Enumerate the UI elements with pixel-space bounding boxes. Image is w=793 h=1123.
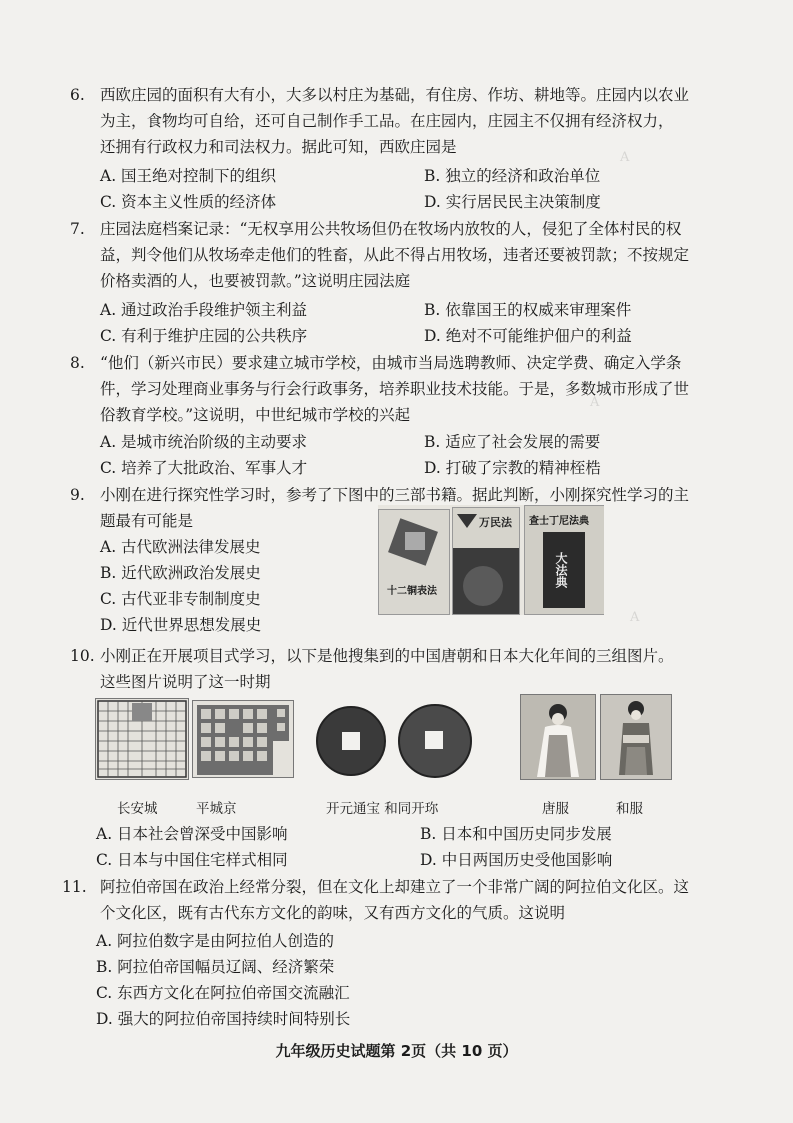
book-twelve-tables bbox=[378, 509, 450, 615]
question-stem: 件，学习处理商业事务与行会行政事务，培养职业技术技能。于是，多数城市形成了世 bbox=[100, 380, 690, 398]
option-c[interactable]: C. 古代亚非专制制度史 bbox=[100, 590, 261, 608]
option-a[interactable]: A. 阿拉伯数字是由阿拉伯人创造的 bbox=[96, 932, 335, 950]
option-a[interactable]: A. 通过政治手段维护领主利益 bbox=[100, 301, 308, 319]
wado-kaichin-coin bbox=[398, 704, 472, 778]
question-11 bbox=[62, 874, 742, 926]
book-title: 查士丁尼法典 bbox=[529, 516, 589, 527]
question-stem: 西欧庄园的面积有大有小，大多以村庄为基础，有住房、作坊、耕地等。庄园内以农业 bbox=[100, 86, 690, 104]
question-stem: 题最有可能是 bbox=[100, 512, 194, 530]
book-title: 十二铜表法 bbox=[387, 586, 437, 597]
question-stem: 庄园法庭档案记录：“无权享用公共牧场但仍在牧场内放牧的人，侵犯了全体村民的权 bbox=[100, 220, 682, 238]
option-d[interactable]: D. 实行居民民主决策制度 bbox=[424, 193, 601, 211]
option-b[interactable]: B. 日本和中国历史同步发展 bbox=[420, 825, 612, 843]
option-a[interactable]: A. 国王绝对控制下的组织 bbox=[100, 167, 277, 185]
option-d[interactable]: D. 打破了宗教的精神桎梏 bbox=[424, 459, 601, 477]
tang-clothing-photo bbox=[520, 694, 596, 780]
question-stem: 益，判令他们从牧场牵走他们的牲畜，从此不得占用牧场，违者还要被罚款；不按规定 bbox=[100, 246, 690, 264]
option-d[interactable]: D. 近代世界思想发展史 bbox=[100, 616, 262, 634]
bleed-through-text: A bbox=[620, 150, 630, 165]
question-number: 8. bbox=[70, 354, 85, 372]
question-stem: 还拥有行政权力和司法权力。据此可知，西欧庄园是 bbox=[100, 138, 457, 156]
option-c[interactable]: C. 东西方文化在阿拉伯帝国交流融汇 bbox=[96, 984, 350, 1002]
option-d[interactable]: D. 中日两国历史受他国影响 bbox=[420, 851, 613, 869]
option-b[interactable]: B. 近代欧洲政治发展史 bbox=[100, 564, 261, 582]
caption-heijokyo: 平城京 bbox=[196, 801, 237, 817]
bleed-through-text: A bbox=[590, 395, 600, 410]
question-number: 6. bbox=[70, 86, 85, 104]
question-stem: 这些图片说明了这一时期 bbox=[100, 673, 271, 691]
bleed-through-text: A bbox=[630, 610, 640, 625]
book-law-of-nations bbox=[452, 507, 520, 615]
option-b[interactable]: B. 阿拉伯帝国幅员辽阔、经济繁荣 bbox=[96, 958, 335, 976]
question-stem: 俗教育学校。”这说明，中世纪城市学校的兴起 bbox=[100, 406, 411, 424]
option-c[interactable]: C. 日本与中国住宅样式相同 bbox=[96, 851, 288, 869]
page-footer: 九年级历史试题第 2页（共 10 页） bbox=[275, 1042, 518, 1060]
question-stem: 个文化区，既有古代东方文化的韵味，又有西方文化的气质。这说明 bbox=[100, 904, 566, 922]
question-10 bbox=[70, 643, 730, 695]
kaiyuan-tongbao-coin bbox=[316, 706, 386, 776]
option-c[interactable]: C. 有利于维护庄园的公共秩序 bbox=[100, 327, 308, 345]
question-stem: 价格卖酒的人，也要被罚款。”这说明庄园法庭 bbox=[100, 272, 411, 290]
question-number: 10. bbox=[70, 647, 95, 665]
option-b[interactable]: B. 独立的经济和政治单位 bbox=[424, 167, 601, 185]
question-8 bbox=[70, 350, 730, 428]
caption-tang-clothing: 唐服 bbox=[542, 801, 569, 817]
option-a[interactable]: A. 古代欧洲法律发展史 bbox=[100, 538, 261, 556]
option-c[interactable]: C. 培养了大批政治、军事人才 bbox=[100, 459, 308, 477]
kimono-photo bbox=[600, 694, 672, 780]
question-stem: 小刚在进行探究性学习时，参考了下图中的三部书籍。据此判断，小刚探究性学习的主 bbox=[100, 486, 690, 504]
question-stem: 为主，食物均可自给，还可自己制作手工品。在庄园内，庄园主不仅拥有经济权力， bbox=[100, 112, 674, 130]
option-a[interactable]: A. 日本社会曾深受中国影响 bbox=[96, 825, 288, 843]
question-stem: 小刚正在开展项目式学习，以下是他搜集到的中国唐朝和日本大化年间的三组图片。 bbox=[100, 647, 674, 665]
books-image bbox=[378, 505, 604, 615]
book-title: 万民法 bbox=[479, 516, 512, 529]
option-d[interactable]: D. 强大的阿拉伯帝国持续时间特别长 bbox=[96, 1010, 351, 1028]
question-stem: “他们（新兴市民）要求建立城市学校，由城市当局选聘教师、决定学费、确定入学条 bbox=[100, 354, 682, 372]
question-7 bbox=[70, 216, 730, 294]
book-justinian-code bbox=[524, 505, 604, 615]
option-b[interactable]: B. 依靠国王的权威来审理案件 bbox=[424, 301, 632, 319]
heijokyo-city-map bbox=[192, 700, 294, 778]
option-c[interactable]: C. 资本主义性质的经济体 bbox=[100, 193, 277, 211]
caption-kimono: 和服 bbox=[616, 801, 643, 817]
caption-changan: 长安城 bbox=[117, 801, 158, 817]
book-spine-title: 大法典 bbox=[554, 552, 568, 588]
changan-city-map bbox=[95, 698, 189, 780]
question-number: 7. bbox=[70, 220, 85, 238]
caption-coins: 开元通宝 和同开珎 bbox=[326, 801, 439, 817]
option-d[interactable]: D. 绝对不可能维护佃户的利益 bbox=[424, 327, 632, 345]
question-stem: 阿拉伯帝国在政治上经常分裂，但在文化上却建立了一个非常广阔的阿拉伯文化区。这 bbox=[100, 878, 690, 896]
option-b[interactable]: B. 适应了社会发展的需要 bbox=[424, 433, 601, 451]
question-number: 9. bbox=[70, 486, 85, 504]
option-a[interactable]: A. 是城市统治阶级的主动要求 bbox=[100, 433, 308, 451]
question-number: 11. bbox=[62, 878, 87, 896]
question-6 bbox=[70, 82, 730, 160]
